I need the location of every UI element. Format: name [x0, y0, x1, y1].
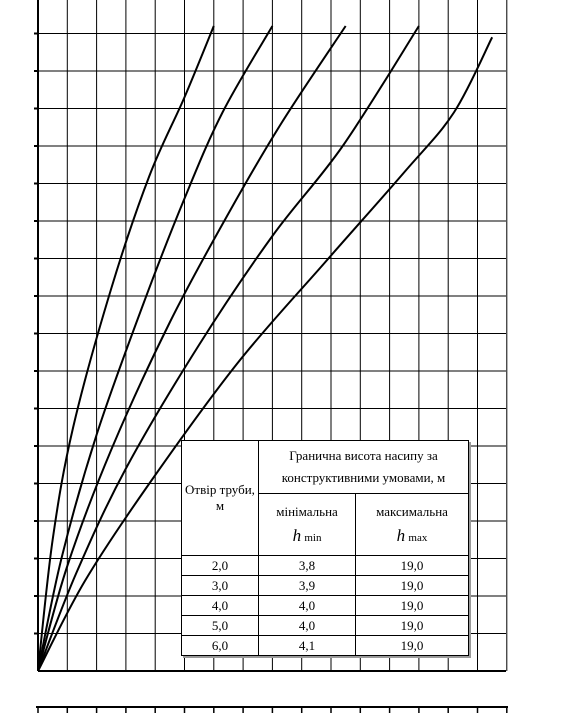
cell-hmin: 4,0: [259, 616, 356, 636]
h-max-symbol: h: [396, 525, 406, 545]
cell-hmax: 19,0: [356, 556, 469, 576]
cell-opening: 3,0: [182, 576, 259, 596]
cell-hmin: 3,9: [259, 576, 356, 596]
table-row: [182, 576, 469, 596]
header-maximum: [356, 494, 469, 556]
header-h-min: [259, 526, 355, 546]
header-minimum-label: мінімальна: [276, 503, 338, 519]
table-row: [182, 616, 469, 636]
table-row: [182, 636, 469, 656]
cell-hmin: 4,1: [259, 636, 356, 656]
h-min-subscript: min: [304, 531, 322, 544]
cell-hmin: 4,0: [259, 596, 356, 616]
table-header-row: [182, 441, 469, 494]
table-row: [182, 596, 469, 616]
header-height-group: Гранична висота насипу за конструктивними умовами, м: [259, 441, 469, 494]
embankment-height-table: [181, 440, 469, 656]
h-max-subscript: max: [408, 531, 428, 544]
header-maximum-label: максимальна: [376, 503, 448, 519]
header-pipe-opening: Отвір труби, м: [182, 441, 259, 556]
table-row: [182, 556, 469, 576]
cell-opening: 6,0: [182, 636, 259, 656]
cell-hmin: 3,8: [259, 556, 356, 576]
header-h-max: [356, 526, 468, 546]
cell-hmax: 19,0: [356, 596, 469, 616]
cell-hmax: 19,0: [356, 636, 469, 656]
h-min-symbol: h: [292, 525, 302, 545]
cell-opening: 4,0: [182, 596, 259, 616]
cell-opening: 5,0: [182, 616, 259, 636]
header-minimum: [259, 494, 356, 556]
cell-opening: 2,0: [182, 556, 259, 576]
cell-hmax: 19,0: [356, 616, 469, 636]
cell-hmax: 19,0: [356, 576, 469, 596]
